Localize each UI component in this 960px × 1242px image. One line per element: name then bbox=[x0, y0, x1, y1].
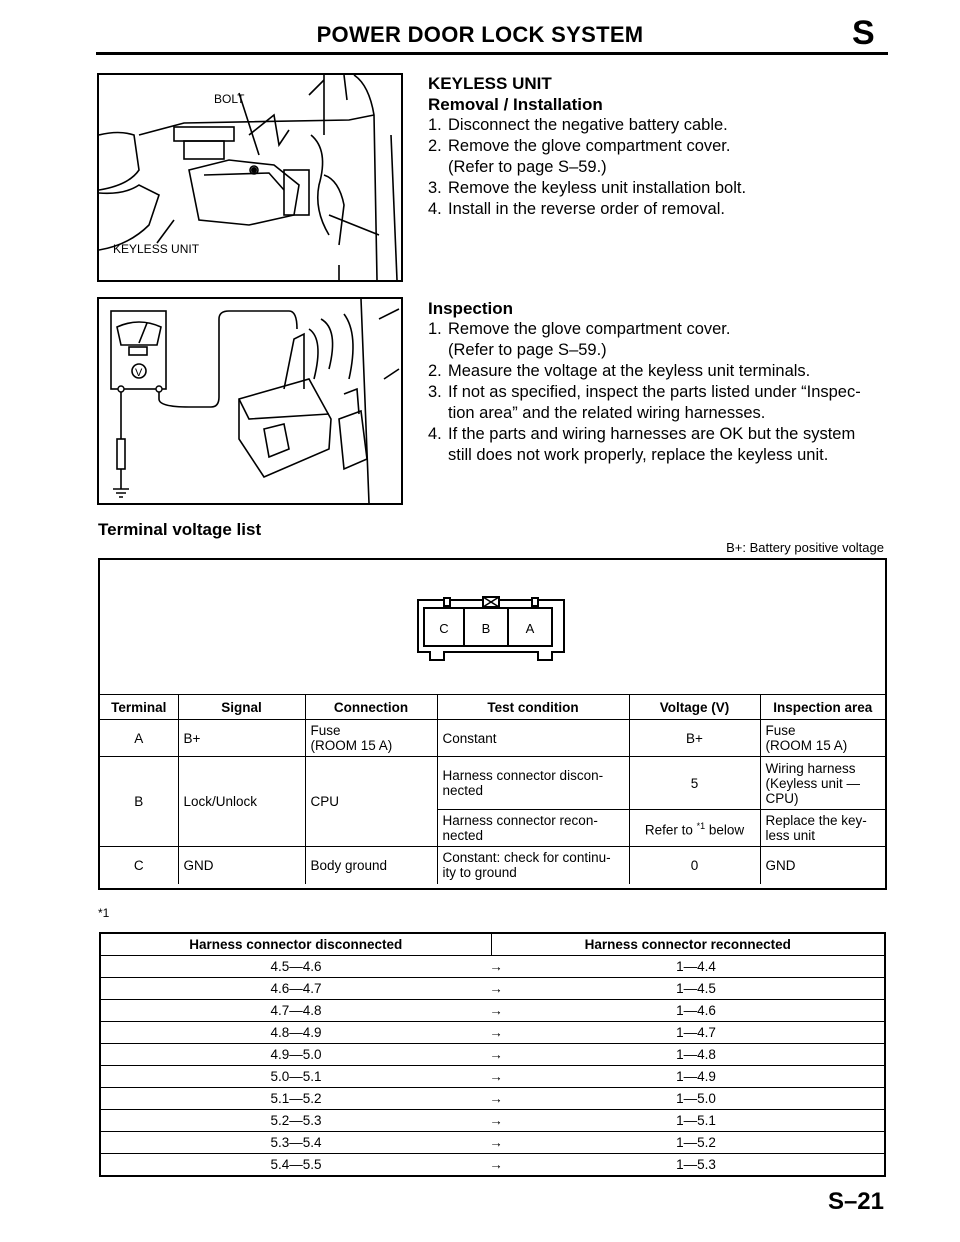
list-item: 2. Remove the glove compartment cover. (Refer to page S–59.) bbox=[428, 137, 731, 176]
arrow-right-icon: → bbox=[489, 1069, 503, 1084]
section-letter: S bbox=[852, 14, 875, 52]
reconnected-value: 1—5.0 bbox=[676, 1091, 716, 1106]
inspection-section bbox=[428, 298, 890, 466]
table-row bbox=[100, 978, 885, 1000]
table-row bbox=[100, 1066, 885, 1088]
reconnected-value: 1—4.4 bbox=[676, 959, 716, 974]
removal-subtitle: Removal / Installation bbox=[428, 95, 603, 114]
disconnected-value: 4.8—4.9 bbox=[270, 1025, 322, 1040]
reconnected-value: 1—4.7 bbox=[676, 1025, 716, 1040]
table-row bbox=[100, 956, 885, 978]
terminal-voltage-box bbox=[98, 558, 887, 890]
reconnected-value: 1—4.9 bbox=[676, 1069, 716, 1084]
disconnected-value: 5.0—5.1 bbox=[270, 1069, 322, 1084]
arrow-right-icon: → bbox=[489, 1003, 503, 1018]
removal-section bbox=[428, 73, 888, 220]
list-item: 2. Measure the voltage at the keyless unit terminals. bbox=[428, 362, 811, 380]
arrow-right-icon: → bbox=[489, 1113, 503, 1128]
pin-c-label: C bbox=[439, 621, 449, 636]
voltmeter-inspection-figure bbox=[97, 297, 403, 505]
reconnected-value: 1—4.5 bbox=[676, 981, 716, 996]
list-item: 1. Remove the glove compartment cover. (Refer to page S–59.) bbox=[428, 320, 731, 359]
bolt-label: BOLT bbox=[214, 92, 245, 106]
terminal-voltage-list-title: Terminal voltage list bbox=[98, 520, 262, 539]
table-header-row: Terminal Signal Connection Test condition Voltage (V) Inspection area bbox=[100, 695, 885, 720]
footnote-mark: *1 bbox=[98, 906, 110, 920]
disconnected-value: 5.4—5.5 bbox=[270, 1157, 322, 1172]
page-number: S–21 bbox=[827, 1188, 884, 1215]
list-item: 1. Disconnect the negative battery cable. bbox=[428, 116, 728, 134]
pin-b-label: B bbox=[481, 621, 491, 636]
table-row bbox=[100, 1110, 885, 1132]
disconnected-value: 5.2—5.3 bbox=[270, 1113, 322, 1128]
header-rule bbox=[96, 52, 888, 55]
table-row bbox=[100, 1000, 885, 1022]
reconnected-value: 1—5.1 bbox=[676, 1113, 716, 1128]
arrow-right-icon: → bbox=[489, 959, 503, 974]
disconnected-value: 4.7—4.8 bbox=[270, 1003, 322, 1018]
table-row bbox=[100, 1154, 885, 1177]
disconnected-value: 5.3—5.4 bbox=[270, 1135, 322, 1150]
page-title: POWER DOOR LOCK SYSTEM bbox=[316, 22, 644, 47]
voltmeter-symbol: V bbox=[135, 367, 143, 379]
disconnected-value: 4.9—5.0 bbox=[270, 1047, 322, 1062]
pin-a-label: A bbox=[525, 621, 535, 636]
table-row bbox=[100, 1022, 885, 1044]
table-row: Harness connector recon- nected Refer to $^{*1}$ below Replace the key- less unit bbox=[100, 810, 885, 847]
battery-legend: B+: Battery positive voltage bbox=[726, 540, 884, 555]
arrow-right-icon: → bbox=[489, 1135, 503, 1150]
reconnected-value: 1—4.6 bbox=[676, 1003, 716, 1018]
table-row: B Lock/Unlock CPU Harness connector discon- nected 5 Wiring harness (Keyless unit — CPU) bbox=[100, 757, 885, 810]
list-item: 3. If not as specified, inspect the parts listed under “Inspec- tion area” and the related wiring harnesses. bbox=[428, 383, 861, 422]
table-row bbox=[100, 1088, 885, 1110]
disconnected-value: 4.5—4.6 bbox=[270, 959, 322, 974]
harness-voltage-table bbox=[99, 932, 886, 1177]
disconnected-value: 5.1—5.2 bbox=[270, 1091, 322, 1106]
list-item: 4. If the parts and wiring harnesses are OK but the system still does not work properly, replace the keyless unit. bbox=[428, 425, 856, 464]
reconnected-value: 1—5.2 bbox=[676, 1135, 716, 1150]
disconnected-value: 4.6—4.7 bbox=[270, 981, 322, 996]
removal-title: KEYLESS UNIT bbox=[428, 74, 552, 93]
inspection-title: Inspection bbox=[428, 299, 514, 318]
connector-diagram bbox=[100, 560, 885, 694]
keyless-unit-location-figure bbox=[97, 73, 403, 282]
removal-steps bbox=[428, 115, 888, 220]
arrow-right-icon: → bbox=[489, 1157, 503, 1172]
reconnected-value: 1—5.3 bbox=[676, 1157, 716, 1172]
reconnected-value: 1—4.8 bbox=[676, 1047, 716, 1062]
arrow-right-icon: → bbox=[489, 1025, 503, 1040]
table-row bbox=[100, 1044, 885, 1066]
list-item: 4. Install in the reverse order of removal. bbox=[428, 200, 725, 218]
table-row: C GND Body ground Constant: check for continu- ity to ground 0 GND bbox=[100, 847, 885, 884]
arrow-right-icon: → bbox=[489, 981, 503, 996]
table-row: A B+ Fuse (ROOM 15 A) Constant B+ Fuse (ROOM 15 A) bbox=[100, 720, 885, 757]
arrow-right-icon: → bbox=[489, 1091, 503, 1106]
arrow-right-icon: → bbox=[489, 1047, 503, 1062]
terminal-voltage-table bbox=[100, 694, 885, 884]
keyless-unit-label: KEYLESS UNIT bbox=[113, 242, 200, 256]
list-item: 3. Remove the keyless unit installation bolt. bbox=[428, 179, 747, 197]
table-header-row: Harness connector disconnected Harness connector reconnected bbox=[100, 933, 885, 956]
table-row bbox=[100, 1132, 885, 1154]
inspection-steps bbox=[428, 319, 890, 466]
